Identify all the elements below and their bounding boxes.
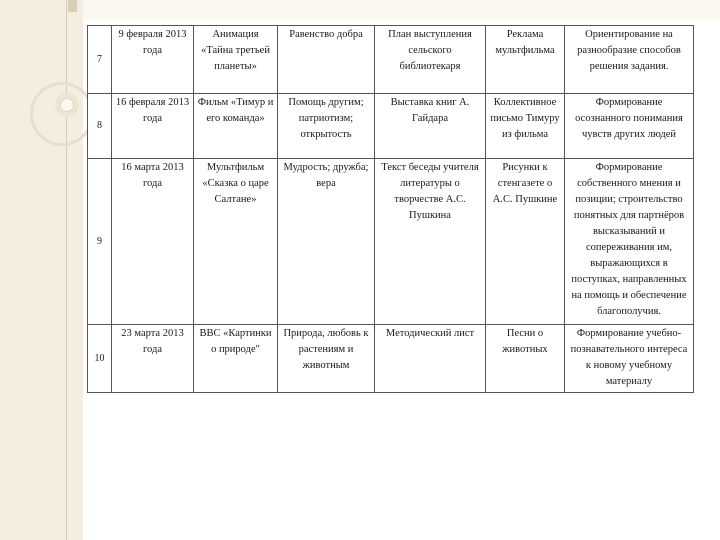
slide-left-band <box>0 0 83 540</box>
schedule-table <box>87 25 694 393</box>
product-cell: Реклама мультфильма <box>486 26 565 94</box>
date-cell: 16 марта 2013 года <box>112 159 194 325</box>
event-cell: ВВС «Картинки о природе" <box>194 325 278 393</box>
event-cell: Фильм «Тимур и его команда» <box>194 94 278 159</box>
table-row <box>88 94 694 159</box>
theme-cell: Природа, любовь к растениям и животным <box>278 325 375 393</box>
product-cell: Рисунки к стенгазете о А.С. Пушкине <box>486 159 565 325</box>
theme-cell: Мудрость; дружба; вера <box>278 159 375 325</box>
slide-top-tab <box>68 0 77 12</box>
theme-cell: Помощь другим; патриотизм; открытость <box>278 94 375 159</box>
decorative-dot <box>60 98 74 112</box>
product-cell: Коллективное письмо Тимуру из фильма <box>486 94 565 159</box>
row-number: 9 <box>88 159 112 325</box>
result-cell: Формирование собственного мнения и позиции; строительство понятных для партнёров высказываний и сопереживания им, выражающихся в поступках, направленных на помощь и обеспечение благополучия. <box>565 159 694 325</box>
row-number: 10 <box>88 325 112 393</box>
activity-cell: Выставка книг А. Гайдара <box>375 94 486 159</box>
activity-cell: Текст беседы учителя литературы о творчестве А.С. Пушкина <box>375 159 486 325</box>
date-cell: 23 марта 2013 года <box>112 325 194 393</box>
event-cell: Мультфильм «Сказка о царе Салтане» <box>194 159 278 325</box>
result-cell: Формирование учебно-познавательного интереса к новому учебному материалу <box>565 325 694 393</box>
table-row <box>88 325 694 393</box>
row-number: 7 <box>88 26 112 94</box>
activity-cell: Методический лист <box>375 325 486 393</box>
slide-top-band <box>0 0 720 20</box>
theme-cell: Равенство добра <box>278 26 375 94</box>
table-row <box>88 159 694 325</box>
slide-vertical-rule <box>66 0 67 540</box>
date-cell: 9 февраля 2013 года <box>112 26 194 94</box>
date-cell: 16 февраля 2013 года <box>112 94 194 159</box>
row-number: 8 <box>88 94 112 159</box>
result-cell: Формирование осознанного понимания чувств других людей <box>565 94 694 159</box>
activity-cell: План выступления сельского библиотекаря <box>375 26 486 94</box>
product-cell: Песни о животных <box>486 325 565 393</box>
event-cell: Анимация «Тайна третьей планеты» <box>194 26 278 94</box>
table-row <box>88 26 694 94</box>
result-cell: Ориентирование на разнообразие способов решения задания. <box>565 26 694 94</box>
